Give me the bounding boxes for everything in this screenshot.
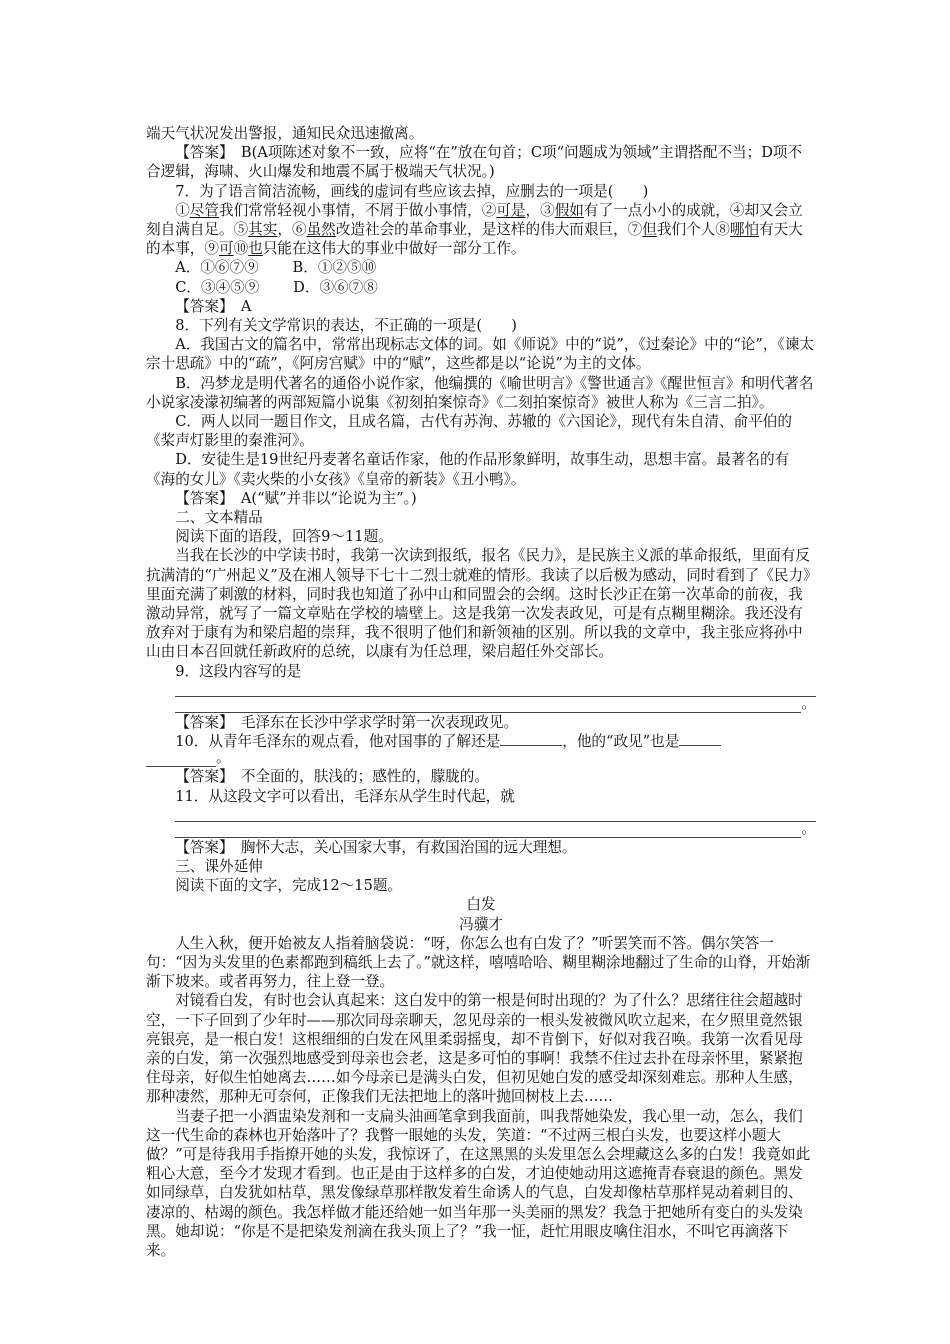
underlined-function-word: 尽管 [189, 201, 219, 219]
q7-options-1: A．①⑥⑦⑨ B．①②⑤⑩ [175, 259, 377, 277]
essay-paragraph-2: 对镜看白发，有时也会认真起来：这白发中的第一根是何时出现的？为了什么？思绪往往会超越时空，一下子回到了少年时——那次同母亲聊天，忽见母亲的一根头发被微风吹立起来，在夕照里竟然银亮银亮，是一根白发！这根细细的白发在风里柔弱摇曳，却不肯倒下，好似对我召唤。我第一次看见母亲的白发，第一次强烈地感受到母亲也会老，这是多可怕的事啊！我禁不住过去扑在母亲怀里，紧紧抱住母亲，好似生怕她离去……如今母亲已是满头白发，但初见她白发的感受却深刻难忘。那种人生感，那种凄然，那种无可奈何，正像我们无法把地上的落叶抛回树枝上去…… [146, 992, 803, 1106]
essay-paragraph-3: 当妻子把一小酒盅染发剂和一支扁头油画笔拿到我面前，叫我帮她染发，我心里一动，怎么，我们这一代生命的森林也开始落叶了？我瞥一眼她的头发，笑道：“不过两三根白头发，也要这样小题大做？”可是待我用手指撩开她的头发，我惊讶了，在这黑黑的头发里怎么会埋藏这么多的白发！我竟如此粗心大意，至今才发现才看到。也正是由于这样多的白发，才迫使她动用这遮掩青春衰退的颜色。黑发如同绿草，白发犹如枯草，黑发像绿草那样散发着生命诱人的气息，白发却像枯草那样晃动着刺目的、凄凉的、枯竭的颜色。我怎样做才能还给她一如当年那一头美丽的黑发？我急于把她所有变白的头发染黑。她却说：“你是不是把染发剂滴在我头顶上了？”我一怔，赶忙用眼皮噙住泪水，不叫它再滴落下来。 [146, 1107, 811, 1259]
q10-period: 。 [216, 749, 231, 767]
q7-passage-text: ，③ [525, 201, 555, 219]
underlined-function-word: 其实 [248, 221, 278, 239]
section-2-intro: 阅读下面的语段，回答9～11题。 [175, 528, 393, 546]
document-page [146, 124, 816, 1260]
underlined-function-word: 假如 [554, 201, 584, 219]
q11-answer: 【答案】 胸怀大志，关心国家大事，有救国治国的远大理想。 [175, 838, 577, 856]
q9-answer: 【答案】 毛泽东在长沙中学求学时第一次表现政见。 [175, 713, 519, 731]
q7-stem: 7．为了语言简洁流畅，画线的虚词有些应该去掉，应删去的一项是( ) [175, 182, 649, 200]
section-2-passage: 当我在长沙的中学读书时，我第一次读到报纸，报名《民力》，是民族主义派的革命报纸，里面有反抗满清的“广州起义”及在湘人领导下七十二烈士就难的情形。我读了以后极为感动，同时看到了《民力》里面充满了刺激的材料，同时我也知道了孙中山和同盟会的会纲。这时长沙正在第一次革命的前夜，我激动异常，就写了一篇文章贴在学校的墙壁上。这是我第一次发表政见，可是有点糊里糊涂。我还没有放弃对于康有为和梁启超的崇拜，我不很明了他们和新领袖的区别。所以我的文章中，我主张应将孙中山由日本召回就任新政府的总统，以康有为任总理，梁启超任外交部长。 [146, 547, 811, 661]
q6-tail: 端天气状况发出警报，通知民众迅速撤离。 [146, 125, 424, 142]
essay-paragraph-1: 人生入秋，便开始被友人指着脑袋说：“呀，你怎么也有白发了？”听罢笑而不答。偶尔笑答一句：“因为头发里的色素都跑到稿纸上去了。”就这样，嘻嘻哈哈、糊里糊涂地翻过了生命的山脊，开始渐渐下坡来。或者再努力，往上登一登。 [146, 934, 811, 991]
q7-passage-text: 改造社会的革命事业，是这样的伟大而艰巨，⑦ [335, 221, 643, 239]
q7-passage-text: 有了一点小小的成就，④却又会立刻自满自足。⑤ [146, 201, 803, 239]
q8-option-a: A．我国古文的篇名中，常常出现标志文体的词。如《师说》中的“说”，《过秦论》中的“论”，《谏太宗十思疏》中的“疏”，《阿房宫赋》中的“赋”，这些都是以“论说”为主的文体。 [146, 336, 814, 373]
section-3-intro: 阅读下面的文字，完成12～15题。 [175, 877, 403, 895]
q11-period: 。 [801, 819, 816, 837]
q10-text-a: 10．从青年毛泽东的观点看，他对国事的了解还是 [175, 733, 501, 751]
section-3-title: 三、课外延伸 [175, 857, 263, 875]
q8-answer: 【答案】 A(“赋”并非以“论说为主”。) [175, 489, 417, 507]
underlined-function-word: 也 [248, 240, 263, 258]
q9-period: 。 [801, 694, 816, 712]
underlined-function-word: 但 [642, 221, 657, 239]
q7-options-2: C．③④⑤⑨ D．③⑥⑦⑧ [175, 278, 378, 296]
q6-answer: 【答案】 B(A项陈述对象不一致，应将“在”放在句首；C项“问题成为领域”主谓搭配不当；D项不合逻辑，海啸、火山爆发和地震不属于极端天气状况。) [146, 144, 803, 181]
q9-blank-line-2 [146, 694, 816, 713]
q10-text-b: ，他的“政见”也是 [562, 733, 680, 751]
underlined-function-word: 虽然 [306, 221, 336, 239]
q10-blank-2 [679, 733, 721, 746]
q10-blank-line [146, 751, 816, 767]
q8-option-c: C．两人以同一题目作文，且成名篇，古代有苏洵、苏辙的《六国论》，现代有朱自清、俞平伯的《桨声灯影里的秦淮河》。 [146, 413, 792, 450]
underlined-function-word: 可是 [496, 201, 526, 219]
section-2-title: 二、文本精品 [175, 509, 263, 527]
essay-title: 白发 [466, 896, 496, 914]
essay-author: 冯骥才 [459, 915, 503, 933]
q7-answer: 【答案】 A [175, 297, 252, 315]
q7-passage-text: 有天大的本事，⑨ [146, 221, 803, 258]
q7-passage [146, 201, 816, 259]
q7-passage-text: ，⑥ [277, 221, 307, 239]
q8-option-b: B．冯梦龙是明代著名的通俗小说作家，他编撰的《喻世明言》《警世通言》《醒世恒言》和明代著名小说家凌濛初编著的两部短篇小说集《初刻拍案惊奇》《二刻拍案惊奇》被世人称为《三言二拍》。 [146, 374, 814, 411]
q10-blank-1 [500, 733, 562, 746]
q11-blank-line-2 [146, 819, 816, 838]
q11-blank-line-1 [146, 806, 816, 822]
q7-passage-text: 我们个人⑧ [656, 221, 730, 239]
q9-blank-line-1 [146, 681, 816, 697]
q10-stem [146, 732, 816, 751]
q9-stem: 9．这段内容写的是 [175, 662, 302, 680]
q11-stem: 11．从这段文字可以看出，毛泽东从学生时代起，就 [175, 787, 515, 805]
q7-passage-text: ① [175, 201, 190, 219]
underlined-function-word: 可 [218, 240, 234, 258]
q7-passage-text: ⑩ [233, 240, 249, 258]
q7-passage-text: 我们常常轻视小事情，不屑于做小事情，② [219, 201, 497, 219]
q10-answer: 【答案】 不全面的，肤浅的；感性的，朦胧的。 [175, 768, 489, 786]
q8-option-d: D．安徒生是19世纪丹麦著名童话作家，他的作品形象鲜明，故事生动，思想丰富。最著名的有《海的女儿》《卖火柴的小女孩》《皇帝的新装》《丑小鸭》。 [146, 451, 790, 488]
q7-passage-text: 只能在这伟大的事业中做好一部分工作。 [262, 240, 526, 258]
q8-stem: 8．下列有关文学常识的表达，不正确的一项是( ) [175, 317, 517, 335]
underlined-function-word: 哪怕 [729, 221, 760, 239]
